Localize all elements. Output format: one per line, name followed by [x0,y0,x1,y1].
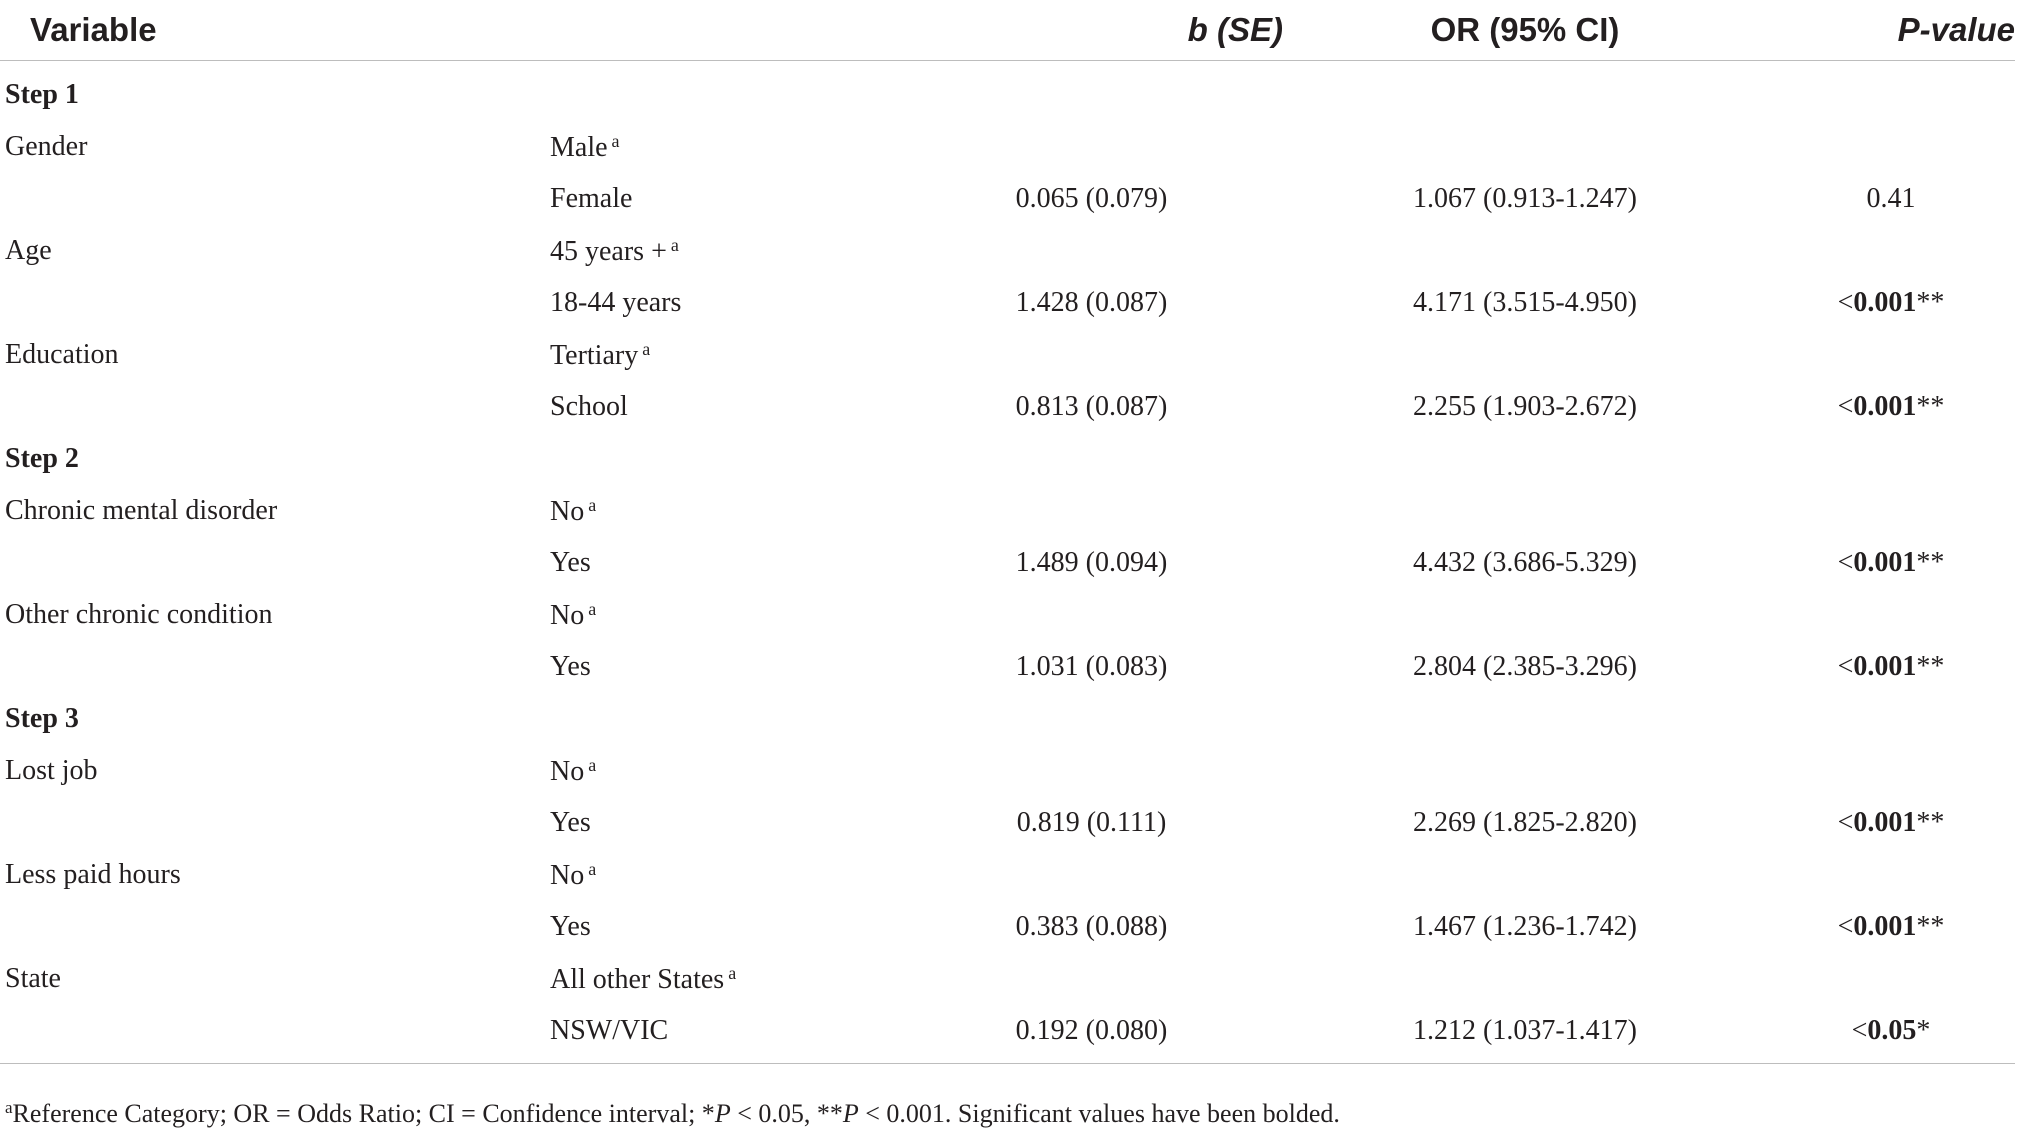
p-value-stars: * [1916,1015,1931,1046]
header-row [0,0,2015,61]
category-cell [550,381,900,433]
header-b-se [900,0,1283,61]
or-ci-cell [1283,485,1767,537]
table-row [0,1005,2015,1064]
variable-cell: Education [5,339,119,370]
variable-cell [0,277,550,329]
header-p-value-text: P-value [1897,11,2015,48]
b-se-cell: 1.428 (0.087) [1015,287,1168,318]
p-value-stars: ** [1916,911,1945,942]
step-row [0,693,2015,745]
p-value-prefix: < [1837,911,1854,942]
p-value-cell [1767,641,2015,693]
or-ci-cell: 1.212 (1.037-1.417) [1413,1015,1637,1046]
table-row [0,381,2015,433]
category-text: 45 years + [550,235,667,267]
header-variable: Variable [0,0,900,61]
table-row [0,745,2015,797]
p-value-cell [1767,745,2015,797]
category-text: Yes [550,651,591,682]
reference-marker: a [588,858,597,879]
p-value-prefix: < [1837,651,1854,682]
category-text: All other States [550,963,725,995]
p-value-number: 0.05 [1867,1015,1917,1046]
table-header [0,0,2015,61]
p-value-stars: ** [1916,651,1945,682]
header-or-ci: OR (95% CI) [1283,0,1767,61]
category-cell [550,797,900,849]
variable-cell [0,797,550,849]
reference-marker: a [588,494,597,515]
category-text: No [550,495,585,527]
or-ci-cell: 4.171 (3.515-4.950) [1413,287,1637,318]
p-value-cell [1767,121,2015,173]
category-cell [550,953,900,1005]
variable-cell [0,537,550,589]
p-value-number: 0.001 [1853,911,1917,942]
variable-cell: Other chronic condition [5,599,273,630]
variable-cell: Lost job [5,755,98,786]
category-cell [550,277,900,329]
table-row [0,849,2015,901]
variable-cell [0,381,550,433]
b-se-cell [900,589,1283,641]
b-se-cell: 0.813 (0.087) [1015,391,1168,422]
or-ci-cell: 4.432 (3.686-5.329) [1413,547,1637,578]
variable-cell: Gender [5,131,88,162]
or-ci-cell [1283,121,1767,173]
category-cell [550,901,900,953]
p-value-cell [1767,797,2015,849]
p-value-cell [1767,225,2015,277]
p-value-number: 0.001 [1853,807,1917,838]
table-row [0,537,2015,589]
variable-cell: Less paid hours [5,859,181,890]
p-value-prefix: < [1851,1015,1868,1046]
footnote [5,1098,1340,1129]
or-ci-cell [1283,953,1767,1005]
table-row [0,589,2015,641]
variable-cell [0,173,550,225]
category-cell [550,1005,900,1064]
footnote-p-symbol-2: P [842,1099,859,1128]
p-value-number: 0.001 [1853,547,1917,578]
b-se-cell [900,849,1283,901]
p-value-prefix: < [1837,807,1854,838]
b-se-cell: 0.819 (0.111) [1016,807,1167,838]
footnote-text-2: < 0.05, ** [730,1099,843,1128]
p-value-stars: ** [1916,391,1945,422]
or-ci-cell: 2.255 (1.903-2.672) [1413,391,1637,422]
category-cell [550,745,900,797]
table-row [0,641,2015,693]
category-text: No [550,755,585,787]
b-se-cell [900,121,1283,173]
or-ci-cell: 2.269 (1.825-2.820) [1413,807,1637,838]
b-se-cell: 1.489 (0.094) [1015,547,1168,578]
category-text: Tertiary [550,339,639,371]
table-row [0,485,2015,537]
step-row [0,61,2015,122]
category-cell [550,329,900,381]
variable-cell: Chronic mental disorder [5,495,278,526]
p-value-cell [1767,901,2015,953]
header-p-value [1767,0,2015,61]
p-value-number: 0.001 [1853,287,1917,318]
category-cell [550,173,900,225]
table-row [0,173,2015,225]
variable-cell: Age [5,235,52,266]
b-se-cell [900,953,1283,1005]
b-se-cell [900,745,1283,797]
table-row [0,901,2015,953]
p-value-cell [1767,173,2015,225]
category-cell [550,537,900,589]
p-value-cell [1767,485,2015,537]
p-value-stars: ** [1916,807,1945,838]
table-row [0,797,2015,849]
reference-marker: a [642,338,651,359]
b-se-cell [900,329,1283,381]
or-ci-cell [1283,849,1767,901]
category-text: NSW/VIC [550,1015,669,1046]
step-label: Step 2 [5,443,79,474]
p-value-cell [1767,381,2015,433]
table-row [0,121,2015,173]
reference-marker: a [670,234,679,255]
table-row [0,277,2015,329]
p-value-cell [1767,277,2015,329]
or-ci-cell: 1.067 (0.913-1.247) [1413,183,1637,214]
variable-cell [0,901,550,953]
or-ci-cell [1283,745,1767,797]
b-se-cell: 0.192 (0.080) [1015,1015,1168,1046]
p-value-stars: ** [1916,287,1945,318]
reference-marker: a [611,130,620,151]
category-cell [550,121,900,173]
table-body [0,61,2015,1064]
b-se-cell [900,225,1283,277]
category-text: Yes [550,807,591,838]
or-ci-cell [1283,329,1767,381]
category-text: Female [550,183,633,214]
p-value-stars: ** [1916,547,1945,578]
p-value-cell [1767,1005,2015,1064]
footnote-text-1: Reference Category; OR = Odds Ratio; CI = Confidence interval; * [12,1099,715,1128]
p-value-cell [1767,329,2015,381]
variable-cell: State [5,963,61,994]
or-ci-cell: 2.804 (2.385-3.296) [1413,651,1637,682]
category-cell [550,225,900,277]
category-text: Yes [550,547,591,578]
p-value-prefix: < [1837,547,1854,578]
p-value-cell [1767,589,2015,641]
footnote-p-symbol-1: P [714,1099,731,1128]
category-cell [550,589,900,641]
p-value-prefix: < [1837,391,1854,422]
category-text: Male [550,131,608,163]
reference-marker: a [728,962,737,983]
step-row [0,433,2015,485]
category-text: No [550,859,585,891]
or-ci-cell [1283,589,1767,641]
step-label: Step 1 [5,79,79,110]
table-row [0,225,2015,277]
reference-marker: a [588,754,597,775]
reference-marker: a [588,598,597,619]
table-row [0,329,2015,381]
b-se-cell: 0.383 (0.088) [1015,911,1168,942]
step-label: Step 3 [5,703,79,734]
variable-cell [0,1005,550,1064]
p-value-number: 0.001 [1853,651,1917,682]
p-value-cell [1767,849,2015,901]
category-text: No [550,599,585,631]
b-se-cell: 0.065 (0.079) [1015,183,1168,214]
category-text: Yes [550,911,591,942]
p-value-number: 0.001 [1853,391,1917,422]
table-row [0,953,2015,1005]
footnote-marker: a [5,1098,13,1117]
footnote-text-3: < 0.001. Significant values have been bolded. [858,1099,1340,1128]
category-text: School [550,391,628,422]
category-text: 18-44 years [550,287,682,318]
b-se-cell [900,485,1283,537]
or-ci-cell: 1.467 (1.236-1.742) [1413,911,1637,942]
variable-cell [0,641,550,693]
p-value-prefix: < [1837,287,1854,318]
category-cell [550,485,900,537]
category-cell [550,641,900,693]
p-value-cell [1767,953,2015,1005]
b-se-cell: 1.031 (0.083) [1015,651,1168,682]
p-value-cell [1767,537,2015,589]
header-b-se-text: b (SE) [1187,11,1283,48]
or-ci-cell [1283,225,1767,277]
p-value-number: 0.41 [1866,183,1916,214]
category-cell [550,849,900,901]
